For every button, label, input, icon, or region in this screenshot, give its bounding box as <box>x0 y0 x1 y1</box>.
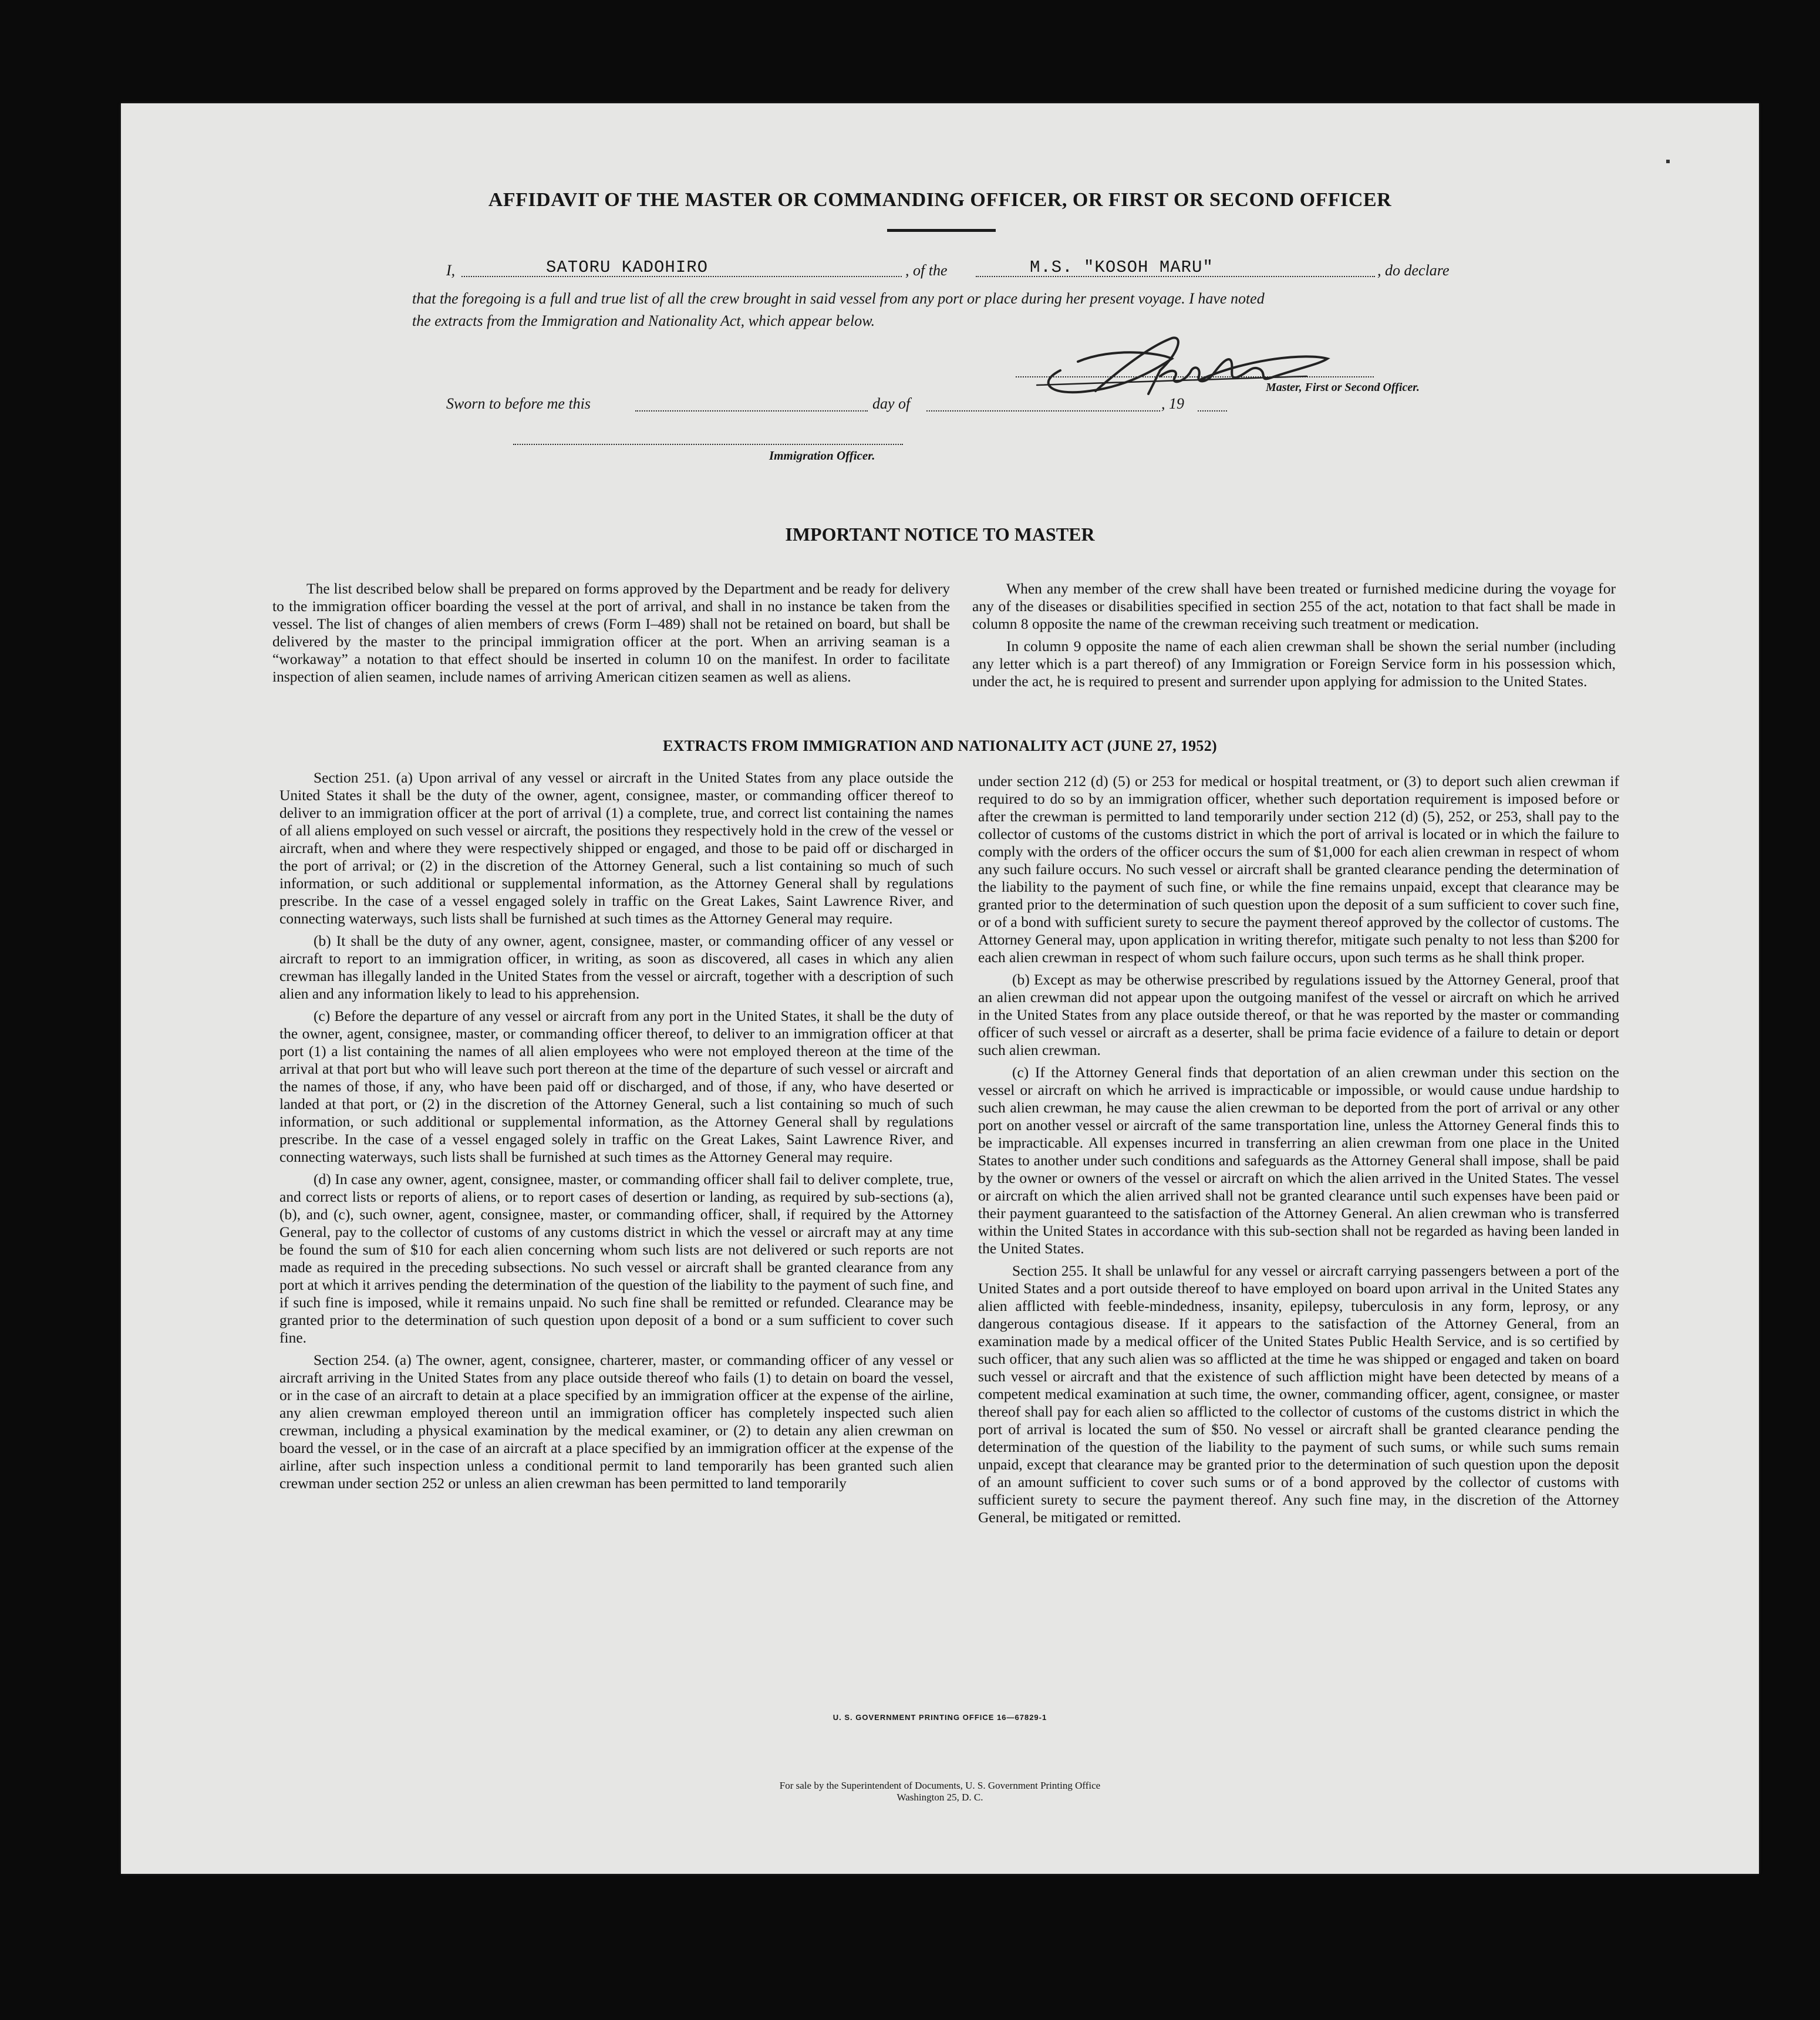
vessel-name: M.S. "KOSOH MARU" <box>1030 258 1214 277</box>
extracts-left-column <box>279 769 953 1497</box>
affidavit-line-3: the extracts from the Immigration and Nationality Act, which appear below. <box>412 312 875 329</box>
signature-blank-line <box>1016 376 1374 377</box>
section-254-c: (c) If the Attorney General finds that deportation of an alien crewman under this section on the vessel or aircraft on which he arrived is impracticable or impossible, or would cause undue hardship to such alien crewman, he may cause the alien crewman to be deported from the port of arrival or any other port on another vessel or aircraft of the same transportation line, unless the Attorney General finds this to be impracticable. All expenses incurred in transferring an alien crewman from one place in the United States to another under such conditions and safeguards as the Attorney General shall impose, shall be paid by the owner or owners of the vessel or aircraft on which the alien arrived in the United States. The vessel or aircraft on which the alien arrived shall not be granted clearance until such expenses have been paid or their payment guaranteed to the satisfaction of the Attorney General. An alien crewman who is transferred within the United States in accordance with this sub-section shall not be regarded as having been landed in the United States. <box>978 1064 1619 1257</box>
printing-office-code: U. S. GOVERNMENT PRINTING OFFICE 16—67829-1 <box>833 1713 1047 1722</box>
of-the-label: , of the <box>905 262 948 279</box>
day-of-label: day of <box>872 395 911 412</box>
sale-notice-line-1: For sale by the Superintendent of Documents, U. S. Government Printing Office <box>779 1780 1101 1791</box>
sworn-day-blank-line <box>635 410 868 412</box>
section-251-b: (b) It shall be the duty of any owner, agent, consignee, master, or commanding officer of any vessel or aircraft to report to an immigration officer, in writing, as soon as discovered, all cases in which any alien crewman has illegally landed in the United States from the vessel or aircraft, together with a description of such alien and any information likely to lead to his apprehension. <box>279 932 953 1002</box>
section-255: Section 255. It shall be unlawful for any vessel or aircraft carrying passengers between a port of the United States and a port outside thereof to have employed on board upon arrival in the United States any alien afflicted with feeble-mindedness, insanity, epilepsy, tuberculosis in any form, leprosy, or any dangerous contagious disease. If it appears to the satisfaction of the Attorney General, from an examination made by a medical officer of the United States Public Health Service, and is so certified by such officer, that any such alien was so afflicted at the time he was shipped or engaged and taken on board such vessel or aircraft and that the existence of such affliction might have been detected by means of a competent medical examination at such time, the owner, commanding officer, agent, consignee, or master thereof shall pay for each alien so afflicted to the collector of customs of the customs district in which the port of arrival is located the sum of $50. No vessel or aircraft shall be granted clearance pending the determination of the question of the liability to the payment of such sums, or while such sums remain unpaid, except that clearance may be granted prior to the determination of such question upon the deposit of an amount sufficient to cover such sums or of a bond approved by the collector of customs with sufficient surety to secure the payment thereof. Any such fine may, in the discretion of the Attorney General, be mitigated or remitted. <box>978 1262 1619 1526</box>
officer-caption: Immigration Officer. <box>769 448 875 463</box>
signer-caption: Master, First or Second Officer. <box>1266 381 1420 394</box>
notice-left-column <box>272 580 950 690</box>
i-label: I, <box>446 262 456 279</box>
officer-signature-line <box>513 444 903 445</box>
affidavit-title: AFFIDAVIT OF THE MASTER OR COMMANDING OFFICER, OR FIRST OR SECOND OFFICER <box>488 189 1392 211</box>
extracts-title: EXTRACTS FROM IMMIGRATION AND NATIONALITY ACT (JUNE 27, 1952) <box>662 737 1217 754</box>
extracts-right-column <box>978 773 1619 1531</box>
notice-right-paragraph-1: When any member of the crew shall have been treated or furnished medicine during the voyage for any of the diseases or disabilities specified in section 255 of the act, notation to that fact shall be made in column 8 opposite the name of the crewman receiving such treatment or medication. <box>972 580 1616 632</box>
sale-notice <box>121 1780 1759 1803</box>
section-251-a: Section 251. (a) Upon arrival of any vessel or aircraft in the United States from any place outside the United States it shall be the duty of the owner, agent, consignee, master, or commanding officer thereof to deliver to an immigration officer at the port of arrival (1) a complete, true, and correct list containing the names of all aliens employed on such vessel or aircraft, the positions they respectively hold in the crew of the vessel or aircraft, when and where they were respectively shipped or engaged, and those to be paid off or discharged in the port of arrival; or (2) in the discretion of the Attorney General, such a list containing so much of such information, or such additional or supplemental information, as the Attorney General shall by regulations prescribe. In the case of a vessel engaged solely in traffic on the Great Lakes, Saint Lawrence River, and connecting waterways, such lists shall be furnished at such times as the Attorney General may require. <box>279 769 953 927</box>
notice-right-paragraph-2: In column 9 opposite the name of each alien crewman shall be shown the serial number (including any letter which is a part thereof) of any Immigration or Foreign Service form in his possession which, under the act, he is required to present and surrender upon applying for admission to the United States. <box>972 638 1616 690</box>
section-254-a: Section 254. (a) The owner, agent, consignee, charterer, master, or commanding officer of any vessel or aircraft arriving in the United States from any place outside thereof who fails (1) to detain on board the vessel, or in the case of an aircraft to detain at a place specified by an immigration officer at the expense of the airline, any alien crewman employed thereon until an immigration officer has completely inspected such alien crewman, including a physical examination by the medical examiner, or (2) to detain any alien crewman on board the vessel, or in the case of an aircraft at a place specified by an immigration officer at the expense of the airline, after such inspection unless a conditional permit to land temporarily has been granted such alien crewman under section 252 or unless an alien crewman has been permitted to land temporarily <box>279 1351 953 1492</box>
affidavit-line-2: that the foregoing is a full and true list of all the crew brought in said vessel from any port or place during her present voyage. I have noted <box>412 290 1265 307</box>
sale-notice-line-2: Washington 25, D. C. <box>896 1792 983 1803</box>
speck-mark <box>1666 160 1670 163</box>
section-251-d: (d) In case any owner, agent, consignee, master, or commanding officer shall fail to deliver complete, true, and correct lists or reports of aliens, or to report cases of desertion or landing, as required by sub-sections (a), (b), and (c), such owner, agent, consignee, master, or commanding officer, shall, if required by the Attorney General, pay to the collector of customs of any customs district in which the vessel or aircraft may at any time be found the sum of $10 for each alien concerning whom such lists are not delivered or such reports are not made as required in the preceding subsections. No such vessel or aircraft shall be granted clearance from any port at which it arrives pending the determination of the question of the liability to the payment of such fine, and if such fine is imposed, while it remains unpaid. No such fine shall be remitted or refunded. Clearance may be granted prior to the determination of such question upon deposit of a bond or a sum sufficient to cover such fine. <box>279 1171 953 1346</box>
title-rule <box>887 229 996 232</box>
section-254-b: (b) Except as may be otherwise prescribed by regulations issued by the Attorney General, proof that an alien crewman did not appear upon the outgoing manifest of the vessel or aircraft on which he arrived in the United States from any place outside thereof, or that he was reported by the master or commanding officer of such vessel or aircraft as a deserter, shall be prima facie evidence of a failure to detain or deport such alien crewman. <box>978 971 1619 1058</box>
notice-title: IMPORTANT NOTICE TO MASTER <box>785 524 1095 545</box>
notice-right-column <box>972 580 1616 695</box>
section-254-a-continued: under section 212 (d) (5) or 253 for medical or hospital treatment, or (3) to deport such alien crewman if required to do so by an immigration officer, whether such deportation requirement is imposed before or after the crewman is permitted to land temporarily under section 212 (d) (5), 252, or 253, shall pay to the collector of customs of the customs district in which the port of arrival is located or in which the failure to comply with the orders of the officer occurs the sum of $1,000 for each alien crewman in respect of whom any such failure occurs. No such vessel or aircraft shall be granted clearance pending the determination of the liability to the payment of such fine, or while the fine remains unpaid, except that clearance may be granted prior to the determination of such question upon the deposit of a sum sufficient to cover such fine, or of a bond with sufficient surety to secure the payment thereof approved by the collector of customs. The Attorney General may, upon application in writing therefor, mitigate such penalty to not less than $200 for each alien crewman in respect of whom such failure occurs, upon such terms as he shall think proper. <box>978 773 1619 966</box>
document-page <box>121 103 1759 1874</box>
master-name: SATORU KADOHIRO <box>546 258 709 277</box>
declare-label: , do declare <box>1377 262 1450 279</box>
sworn-month-blank-line <box>926 410 1160 412</box>
sworn-label: Sworn to before me this <box>446 395 591 412</box>
year-label: , 19 <box>1161 395 1184 412</box>
year-blank-line <box>1198 410 1227 412</box>
notice-left-paragraph: The list described below shall be prepared on forms approved by the Department and be ready for delivery to the immigration officer boarding the vessel at the port of arrival, and shall in no instance be taken from the vessel. The list of changes of alien members of crews (Form I–489) shall not be retained on board, but shall be delivered by the master to the principal immigration officer at the port. When an arriving seaman is a “workaway” a notation to that effect should be inserted in column 10 on the manifest. In order to facilitate inspection of alien seamen, include names of arriving American citizen seamen as well as aliens. <box>272 580 950 685</box>
section-251-c: (c) Before the departure of any vessel or aircraft from any port in the United States, it shall be the duty of the owner, agent, consignee, master, or commanding officer thereof, to deliver to an immigration officer at that port (1) a list containing the names of all alien employees who were not employed thereon at the time of the arrival at that port but who will leave such port thereon at the time of the departure of such vessel or aircraft and the names of those, if any, who have been paid off or discharged, and of those, if any, who have deserted or landed at that port, or (2) in the discretion of the Attorney General, such a list containing so much of such information, or such additional or supplemental information, as the Attorney General shall by regulations prescribe. In the case of a vessel engaged solely in traffic on the Great Lakes, Saint Lawrence River, and connecting waterways, such lists shall be furnished at such times as the Attorney General may require. <box>279 1007 953 1165</box>
